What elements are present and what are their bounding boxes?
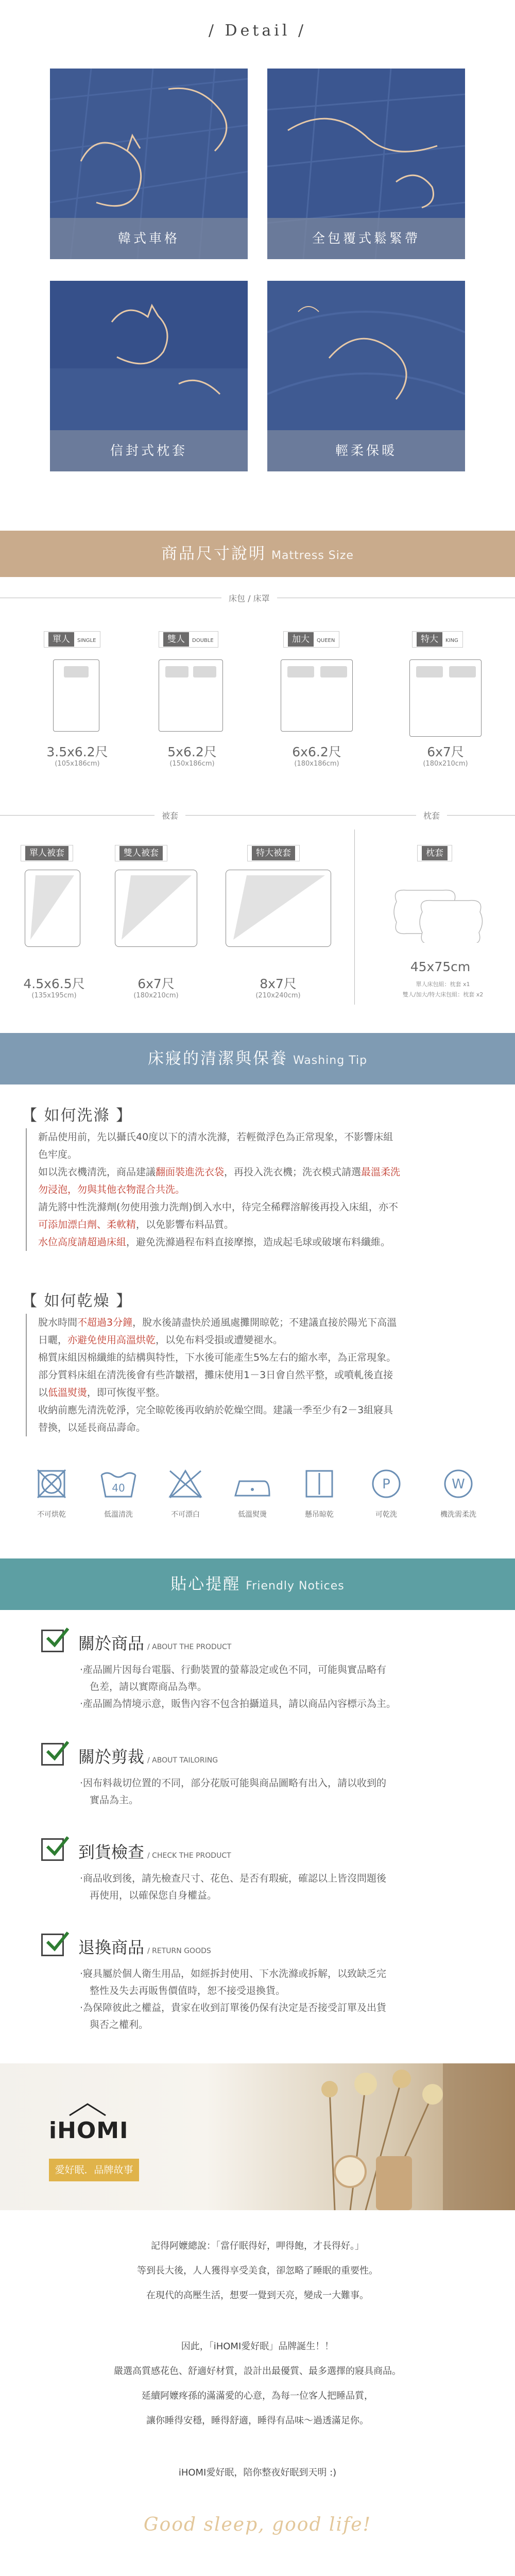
bed-size-cm: (105x186cm) (55, 760, 100, 768)
care-icon-gentle-wash (430, 1466, 487, 1519)
pillow-note-1: 單人床包組：枕套 x1 (416, 981, 470, 988)
dry-instructions (26, 1314, 500, 1436)
wash-line: 水位高度請超過床組，避免洗滌過程布料直接摩擦，造成起毛球或破壞布料纖維。 (38, 1236, 391, 1248)
quilt-item-single (21, 845, 108, 1010)
dry-clean-p-icon (358, 1466, 415, 1507)
dry-title: 【 如何乾燥 】 (22, 1292, 133, 1310)
checkmark-icon (44, 1929, 70, 1952)
quilt-size: 6x7尺 (138, 976, 175, 991)
pillow-diagram (386, 881, 489, 943)
quilt-size: 8x7尺 (260, 976, 297, 991)
notice-about-product (41, 1625, 484, 1718)
quilt-size: 4.5x6.5尺 (23, 976, 85, 991)
story-line: 等到長大後，人人獲得享受美食，卻忽略了睡眠的重要性。 (137, 2265, 378, 2276)
brand-logo (49, 2117, 129, 2148)
dried-flowers-photo (288, 2063, 515, 2210)
dry-line: 以低溫熨燙，即可恢復平整。 (38, 1387, 166, 1398)
care-label: 不可漂白 (171, 1511, 200, 1519)
bed-diagram (159, 659, 223, 732)
notices-banner-en: Friendly Notices (246, 1580, 345, 1592)
dry-line: 替換，以延長商品壽命。 (38, 1422, 146, 1433)
wet-clean-w-icon (430, 1466, 487, 1507)
vertical-divider (354, 829, 355, 1005)
bed-label: 床包 / 床罩 (221, 592, 277, 604)
detail-photo-elastic (267, 69, 465, 259)
quilt-diagram (226, 870, 331, 947)
wash-40-icon (90, 1466, 147, 1507)
care-icon-hang-dry (291, 1466, 348, 1519)
notice-line: ‧因布料裁切位置的不同，部分花版可能與商品圖略有出入，請以收到的 (80, 1777, 387, 1789)
washing-banner (0, 1033, 515, 1084)
care-label: 可乾洗 (375, 1511, 397, 1519)
pillow-item (376, 845, 510, 1010)
care-icon-no-tumble-dry (23, 1466, 80, 1519)
notice-line: 色差，請以實際商品為準。 (80, 1681, 208, 1692)
wash-line: 請先將中性洗滌劑(勿使用強力洗劑)倒入水中，待完全稀釋溶解後再投入床組，亦不 (38, 1201, 398, 1213)
story-line: iHOMI愛好眠，陪你整夜好眠到天明 :) (178, 2467, 337, 2478)
notice-title: 關於商品 / ABOUT THE PRODUCT (78, 1634, 232, 1653)
brand-script: Good sleep, good life! (143, 2514, 372, 2535)
quilt-item-double (112, 845, 215, 1010)
size-tag: 特大 KING (412, 631, 463, 648)
notice-line: 再使用，以確保您自身權益。 (80, 1890, 217, 1901)
dry-line: 棉質床組因棉纖維的結構與特性，下水後可能產生5%左右的縮水率，為正常現象。 (38, 1352, 397, 1363)
washing-banner-title: 床寢的清潔與保養 (147, 1049, 288, 1068)
bed-size-cm: (180x186cm) (294, 760, 339, 768)
photo-caption: 全包覆式鬆緊帶 (267, 218, 465, 259)
dry-line: 日曬，亦避免使用高溫烘乾，以免布料受損或遭變褪水。 (38, 1334, 283, 1346)
notice-line: 與否之權利。 (80, 2019, 149, 2030)
bed-size: 5x6.2尺 (167, 744, 217, 759)
bed-item-single (39, 631, 131, 775)
notices-banner (0, 1558, 515, 1610)
story-line: 記得阿嬤總說：「當仔眠得好，呷得飽，才長得好。」 (151, 2241, 364, 2251)
detail-photo-warm (267, 281, 465, 471)
size-tag: 單人 SINGLE (44, 631, 100, 648)
care-label: 不可烘乾 (37, 1511, 66, 1519)
quilt-size-cm: (210x240cm) (255, 992, 301, 999)
iron-icon (224, 1466, 281, 1507)
quilt-item-king (221, 845, 335, 1010)
wash-line: 新品使用前，先以攝氏40度以下的清水洗滌，若輕微浮色為正常現象，不影響床組 (38, 1131, 393, 1143)
no-tumble-dry-icon (23, 1466, 80, 1507)
photo-caption: 輕柔保暖 (267, 430, 465, 471)
photo-caption: 韓式車格 (50, 218, 248, 259)
care-icon-no-bleach (157, 1466, 214, 1519)
detail-title: / Detail / (208, 22, 307, 40)
bed-item-double (153, 631, 246, 775)
brand-hero (0, 2063, 515, 2210)
quilt-diagram (25, 870, 80, 947)
photo-caption: 信封式枕套 (50, 430, 248, 471)
dry-line: 收納前應先清洗乾淨，完全晾乾後再收納於乾燥空間。建議一季至少有2－3組寢具 (38, 1404, 393, 1416)
notice-line: ‧產品圖片因每台電腦、行動裝置的螢幕設定或色不同，可能與實品略有 (80, 1664, 387, 1675)
size-tag: 雙人被套 (115, 845, 167, 861)
bed-item-queen (278, 631, 371, 775)
quilt-size-cm: (135x195cm) (31, 992, 77, 999)
bed-size: 6x7尺 (427, 744, 464, 759)
notice-title: 退換商品 / RETURN GOODS (78, 1938, 211, 1957)
brand-story (0, 2239, 515, 2506)
size-tag: 加大 QUEEN (283, 631, 339, 648)
quilt-size-cm: (180x210cm) (133, 992, 179, 999)
checkmark-icon (44, 1625, 70, 1648)
story-line: 在現代的高壓生活，想要一覺到天亮，變成一大難事。 (146, 2290, 369, 2301)
notice-line: ‧寢具屬於個人衛生用品，如經拆封使用、下水洗滌或拆解，以致缺乏完 (80, 1968, 387, 1979)
pillow-label: 枕套 (416, 809, 447, 821)
care-icons (23, 1466, 497, 1533)
svg-text:40: 40 (112, 1482, 125, 1494)
pillow-size: 45x75cm (410, 959, 471, 974)
size-banner-en: Mattress Size (271, 549, 354, 562)
care-icon-low-temp-iron (224, 1466, 281, 1519)
care-icon-low-temp-wash (90, 1466, 147, 1519)
svg-text:P: P (382, 1477, 390, 1492)
care-label: 機洗需柔洗 (440, 1511, 476, 1519)
bed-diagram (281, 659, 353, 732)
washing-banner-en: Washing Tip (293, 1054, 368, 1067)
notice-line: 整性及失去再販售價值時，恕不接受退換貨。 (80, 1985, 286, 1996)
notice-line: 實品為主。 (80, 1794, 139, 1806)
bed-item-king (407, 631, 500, 775)
notices-banner-title: 貼心提醒 (170, 1575, 241, 1594)
logo-text: iHOMI (49, 2117, 129, 2144)
bed-size-cm: (150x186cm) (169, 760, 215, 768)
no-bleach-icon (157, 1466, 214, 1507)
wash-line: 可添加漂白劑、柔軟精，以免影響布料品質。 (38, 1219, 234, 1230)
size-tag: 單人被套 (21, 845, 73, 861)
bed-diagram (409, 659, 482, 737)
notice-line: ‧商品收到後，請先檢查尺寸、花色、是否有瑕疵，確認以上皆沒問題後 (80, 1873, 387, 1884)
svg-text:W: W (452, 1477, 465, 1492)
notice-line: ‧產品圖為情境示意，販售內容不包含拍攝道具，請以商品內容標示為主。 (80, 1698, 397, 1709)
notice-line: ‧為保障彼此之權益，貴家在收到訂單後仍保有決定是否接受訂單及出貨 (80, 2002, 387, 2013)
quilt-label: 被套 (154, 809, 185, 821)
notice-return-goods (41, 1929, 484, 2043)
bed-diagram (53, 659, 99, 732)
size-banner (0, 531, 515, 577)
size-tag: 枕套 (417, 845, 452, 861)
wash-title: 【 如何洗滌 】 (22, 1107, 133, 1125)
story-line: 讓你睡得安穩，睡得舒適，睡得有品味～過透滿足你。 (146, 2415, 369, 2426)
wash-line: 如以洗衣機清洗，商品建議翻面裝進洗衣袋，再投入洗衣機；洗衣模式請選最溫柔洗 (38, 1166, 401, 1178)
wash-line: 勿浸泡，勿與其他衣物混合共洗。 (38, 1184, 185, 1195)
bed-size: 3.5x6.2尺 (46, 744, 108, 759)
wash-instructions (26, 1128, 500, 1251)
story-line: 嚴選高質感花色、舒適好材質，設計出最優質、最多選擇的寢具商品。 (114, 2366, 401, 2377)
detail-photo-stitching (50, 69, 248, 259)
quilt-diagram (115, 870, 197, 947)
care-label: 低溫熨燙 (238, 1511, 267, 1519)
care-label: 懸吊晾乾 (305, 1511, 334, 1519)
checkmark-icon (44, 1834, 70, 1857)
size-tag: 雙人 DOUBLE (159, 631, 218, 648)
notice-check-product (41, 1834, 484, 1911)
size-tag: 特大被套 (247, 845, 300, 861)
dry-line: 部分質料床組在清洗後會有些許皺褶，攤床使用1－3日會自然平整，或噴軋後直接 (38, 1369, 393, 1381)
care-label: 低溫清洗 (104, 1511, 133, 1519)
bed-size-cm: (180x210cm) (423, 760, 468, 768)
house-roof-icon (49, 2102, 126, 2116)
bed-size: 6x6.2尺 (292, 744, 341, 759)
care-icon-dry-clean (358, 1466, 415, 1519)
brand-slogan: 愛好眠．品牌故事 (49, 2159, 139, 2181)
notice-about-tailoring (41, 1739, 484, 1816)
size-banner-title: 商品尺寸說明 (161, 545, 267, 563)
wash-line: 色牢度。 (38, 1149, 78, 1160)
pillow-note-2: 雙人/加大/特大床包組：枕套 x2 (402, 991, 484, 998)
notice-title: 到貨檢查 / CHECK THE PRODUCT (78, 1842, 231, 1862)
story-line: 因此，「iHOMI愛好眠」品牌誕生！！ (181, 2341, 334, 2352)
hang-dry-icon (291, 1466, 348, 1507)
detail-photo-envelope (50, 281, 248, 471)
dry-line: 脫水時間不超過3分鐘，脫水後請盡快於通風處攤開晾乾；不建議直接於陽光下高溫 (38, 1317, 397, 1328)
notice-title: 關於剪裁 / ABOUT TAILORING (78, 1747, 218, 1767)
checkmark-icon (44, 1739, 70, 1761)
story-line: 延續阿嬤疼孫的滿滿愛的心意，為每一位客人把睡品質， (142, 2391, 373, 2401)
